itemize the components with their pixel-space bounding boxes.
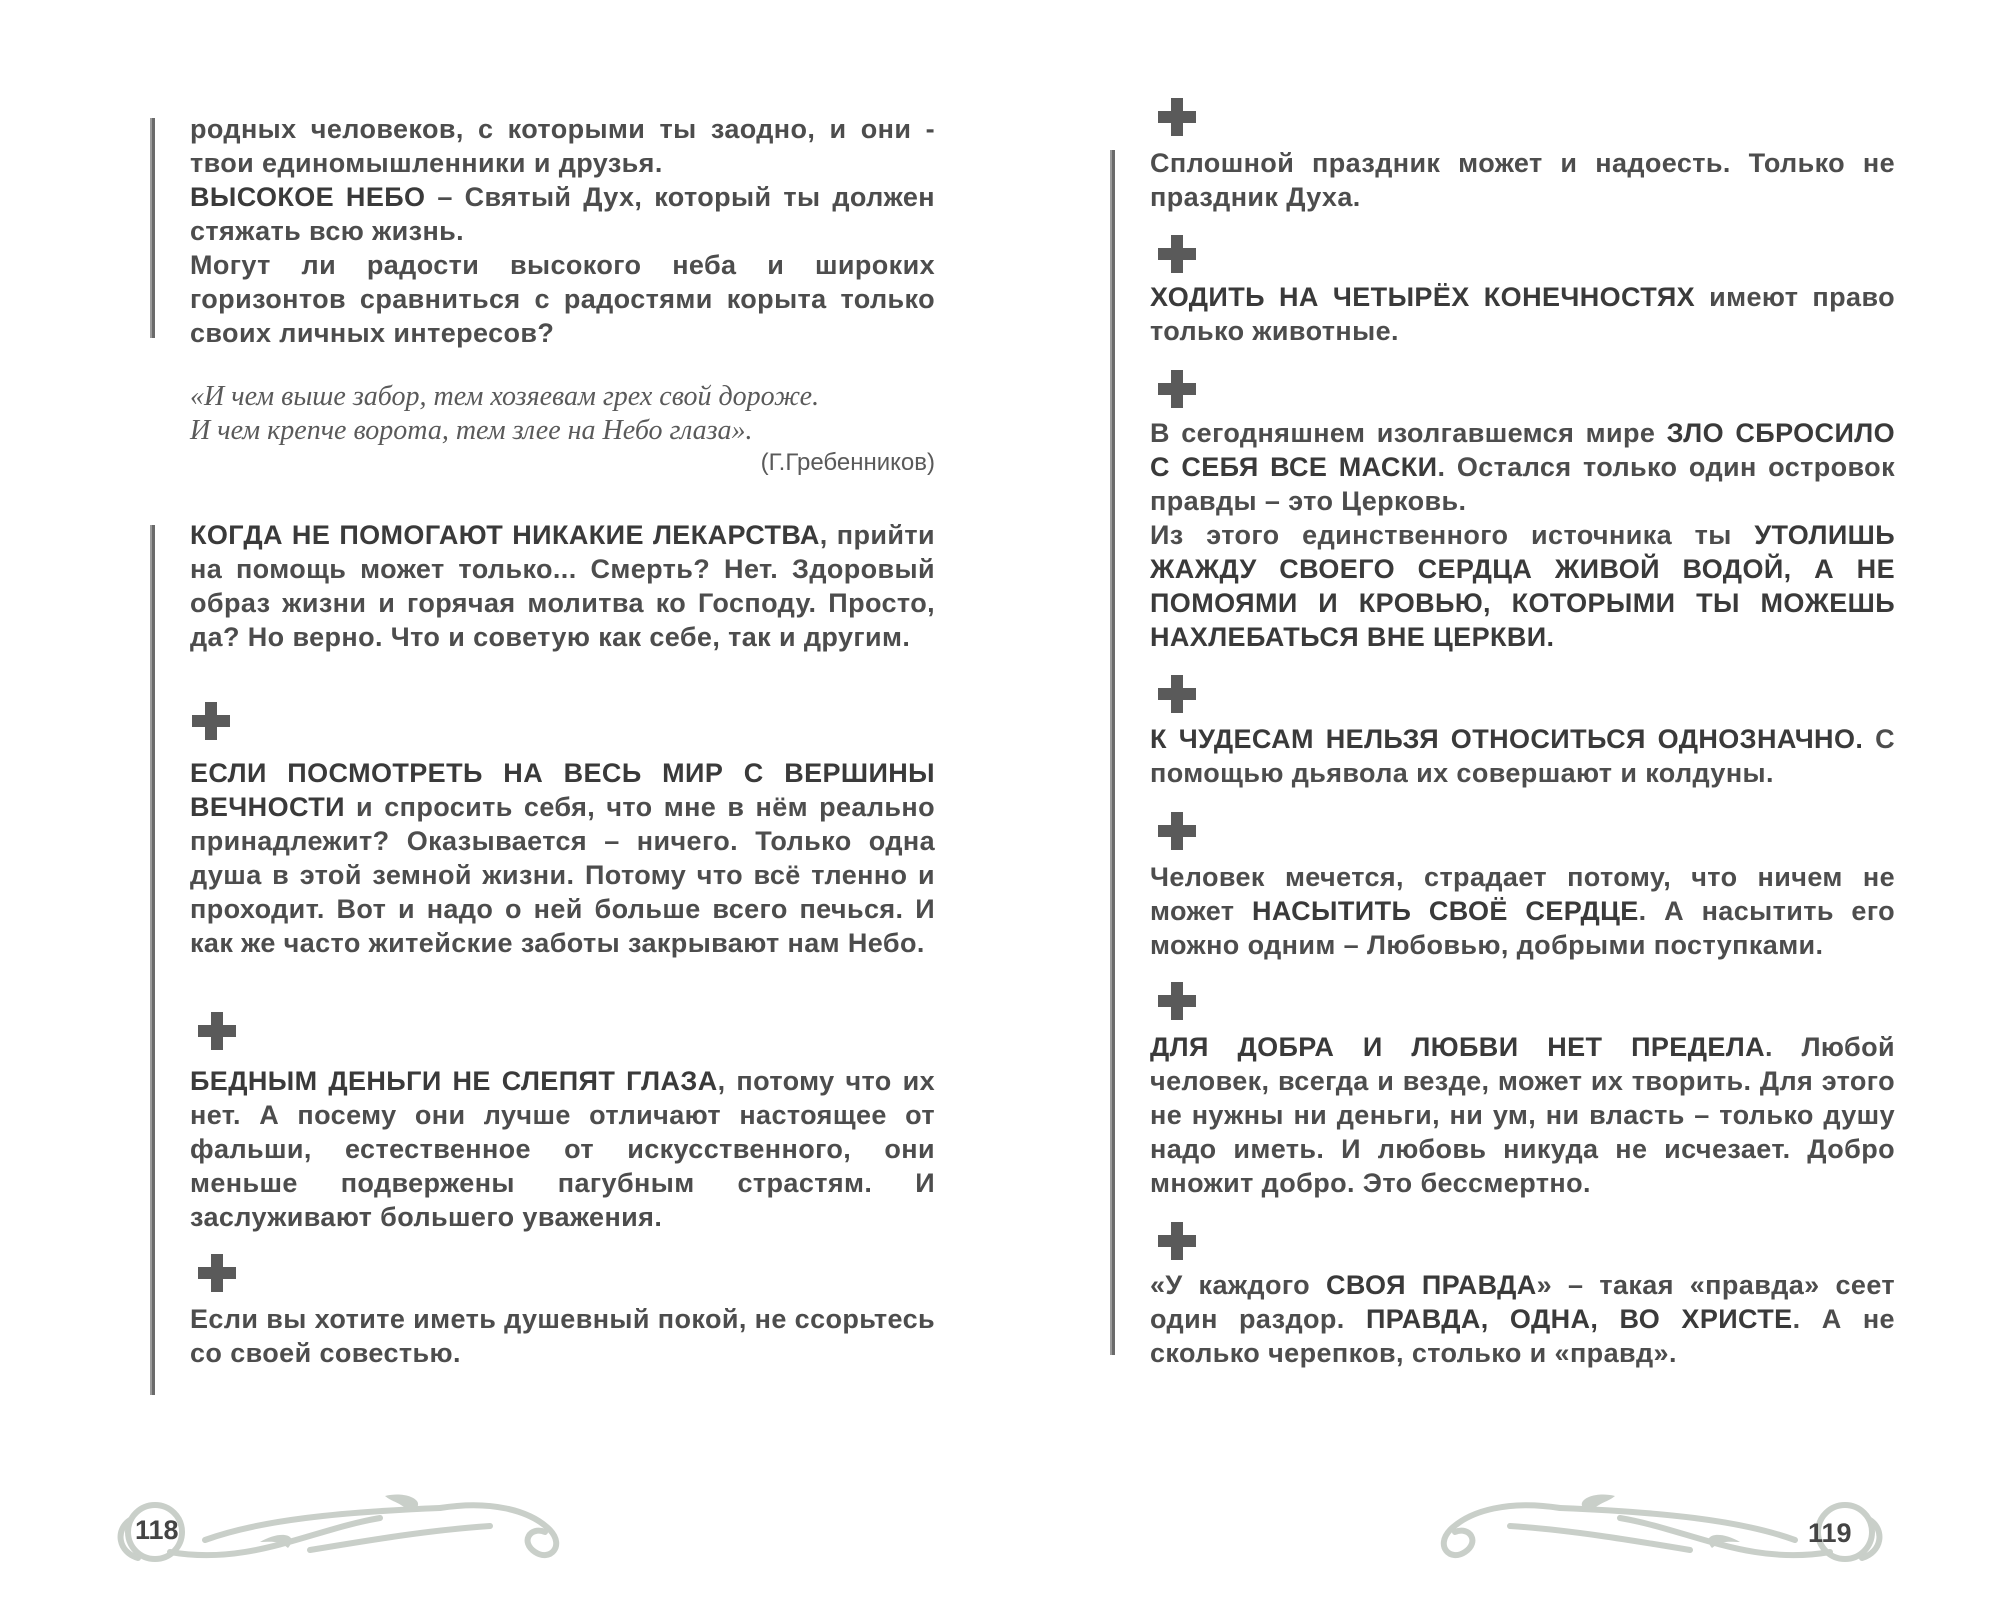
cross-icon xyxy=(1158,982,1196,1020)
cross-icon xyxy=(198,1012,236,1050)
text: В сегодняшнем изолгавшемся мире xyxy=(1150,418,1667,448)
cross-icon xyxy=(1158,812,1196,850)
page-number: 118 xyxy=(135,1515,179,1545)
quote xyxy=(190,380,935,478)
emphasis: ЗЛО СБРОСИЛО С СЕБЯ ВСЕ МАСКИ xyxy=(1150,418,1895,482)
text: Сплошной праздник может и надоесть. Только не праздник Духа. xyxy=(1150,148,1895,212)
text: С помощью дьявола их совершают и колдуны. xyxy=(1150,724,1895,788)
text: – Святый Дух, который ты должен стяжать всю жизнь. xyxy=(190,182,935,246)
text-block xyxy=(1150,146,1895,214)
cross-icon xyxy=(1158,370,1196,408)
text: » – такая «правда» сеет один раздор. xyxy=(1150,1270,1895,1334)
intro-text xyxy=(190,112,935,350)
cross-icon xyxy=(1158,98,1196,136)
page-number: 119 xyxy=(1808,1518,1852,1548)
paragraph xyxy=(1150,518,1895,654)
paragraph xyxy=(190,180,935,248)
text: . Любой человек, всегда и везде, может их творить. Для этого не нужны ни деньги, ни ум, ни власть – только душу надо иметь. И любовь никуда не исчезает. Добро множит добро. Это бессмертно. xyxy=(1150,1032,1895,1198)
emphasis: УТОЛИШЬ ЖАЖДУ СВОЕГО СЕРДЦА ЖИВОЙ ВОДОЙ, А НЕ ПОМОЯМИ И КРОВЬЮ, КОТОРЫМИ ТЫ МОЖЕШЬ НАХЛЕБАТЬСЯ ВНЕ ЦЕРКВИ. xyxy=(1150,520,1895,652)
quote-author: (Г.Гребенников) xyxy=(760,449,935,476)
text-block xyxy=(1150,860,1895,962)
text: . А не сколько черепков, столько и «правд». xyxy=(1150,1304,1895,1368)
text: Из этого единственного источника ты xyxy=(1150,520,1755,550)
text-block xyxy=(190,518,935,654)
margin-bar xyxy=(1110,150,1115,1355)
text-block xyxy=(190,756,935,960)
text: , прийти на помощь может только... Смерть? Нет. Здоровый образ жизни и горячая молитва ко Господу. Просто, да? Но верно. Что и советую как себе, так и другим. xyxy=(190,520,936,652)
right-page xyxy=(1000,0,2000,1623)
emphasis: СВОЯ ПРАВДА xyxy=(1325,1270,1537,1300)
emphasis: ДЛЯ ДОБРА И ЛЮБВИ НЕТ ПРЕДЕЛА xyxy=(1150,1032,1765,1062)
text: , потому что их нет. А посему они лучше отличают настоящее от фальши, естественное от искусственного, они меньше подвержены пагубным страстям. И заслуживают большего уважения. xyxy=(190,1066,936,1232)
text-block xyxy=(1150,416,1895,654)
text: Человек мечется, страдает потому, что ничем не может xyxy=(1150,862,1895,926)
text-block xyxy=(1150,280,1895,348)
text: и спросить себя, что мне в нём реально принадлежит? Оказывается – ничего. Только одна душа в этой земной жизни. Потому что всё тленно и проходит. Вот и надо о ней больше всего печься. И как же часто житейские заботы закрывают нам Небо. xyxy=(190,792,935,958)
flourish-ornament xyxy=(110,1490,590,1570)
text: . А насытить его можно одним – Любовью, добрыми поступками. xyxy=(1150,896,1896,960)
margin-bar xyxy=(150,118,155,338)
cross-icon xyxy=(198,1254,236,1292)
text-block xyxy=(1150,722,1895,790)
cross-icon xyxy=(1158,675,1196,713)
cross-icon xyxy=(192,702,230,740)
emphasis: КОГДА НЕ ПОМОГАЮТ НИКАКИЕ ЛЕКАРСТВА xyxy=(190,520,820,550)
text-block xyxy=(1150,1030,1895,1200)
emphasis: ХОДИТЬ НА ЧЕТЫРЁХ КОНЕЧНОСТЯХ xyxy=(1150,282,1696,312)
emphasis: ЕСЛИ ПОСМОТРЕТЬ НА ВЕСЬ МИР С ВЕРШИНЫ ВЕЧНОСТИ xyxy=(190,758,935,822)
emphasis: ПРАВДА, ОДНА, ВО ХРИСТЕ xyxy=(1365,1304,1793,1334)
text: «У каждого xyxy=(1150,1270,1326,1300)
emphasis: К ЧУДЕСАМ НЕЛЬЗЯ ОТНОСИТЬСЯ ОДНОЗНАЧНО. xyxy=(1150,724,1864,754)
paragraph: родных человеков, с которыми ты заодно, и они - твои единомышленники и друзья. xyxy=(190,114,935,178)
quote-line: «И чем выше забор, тем хозяевам грех свой дороже. xyxy=(190,381,820,412)
paragraph xyxy=(1150,416,1895,518)
quote-line: И чем крепче ворота, тем злее на Небо глаза». xyxy=(190,415,753,446)
text: Если вы хотите иметь душевный покой, не ссорьтесь со своей совестью. xyxy=(190,1304,936,1368)
cross-icon xyxy=(1158,1222,1196,1260)
text: . Остался только один островок правды – это Церковь. xyxy=(1150,452,1895,516)
cross-icon xyxy=(1158,235,1196,273)
margin-bar xyxy=(150,525,155,1395)
text-block xyxy=(190,1064,935,1234)
emphasis: НАСЫТИТЬ СВОЁ СЕРДЦЕ xyxy=(1252,896,1639,926)
text-block xyxy=(1150,1268,1895,1370)
text-block xyxy=(190,1302,935,1370)
paragraph: Могут ли радости высокого неба и широких горизонтов сравниться с радостями корыта только своих личных интересов? xyxy=(190,250,935,348)
text: имеют право только животные. xyxy=(1150,282,1895,346)
emphasis: БЕДНЫМ ДЕНЬГИ НЕ СЛЕПЯТ ГЛАЗА xyxy=(190,1066,718,1096)
emphasis: ВЫСОКОЕ НЕБО xyxy=(190,182,426,212)
